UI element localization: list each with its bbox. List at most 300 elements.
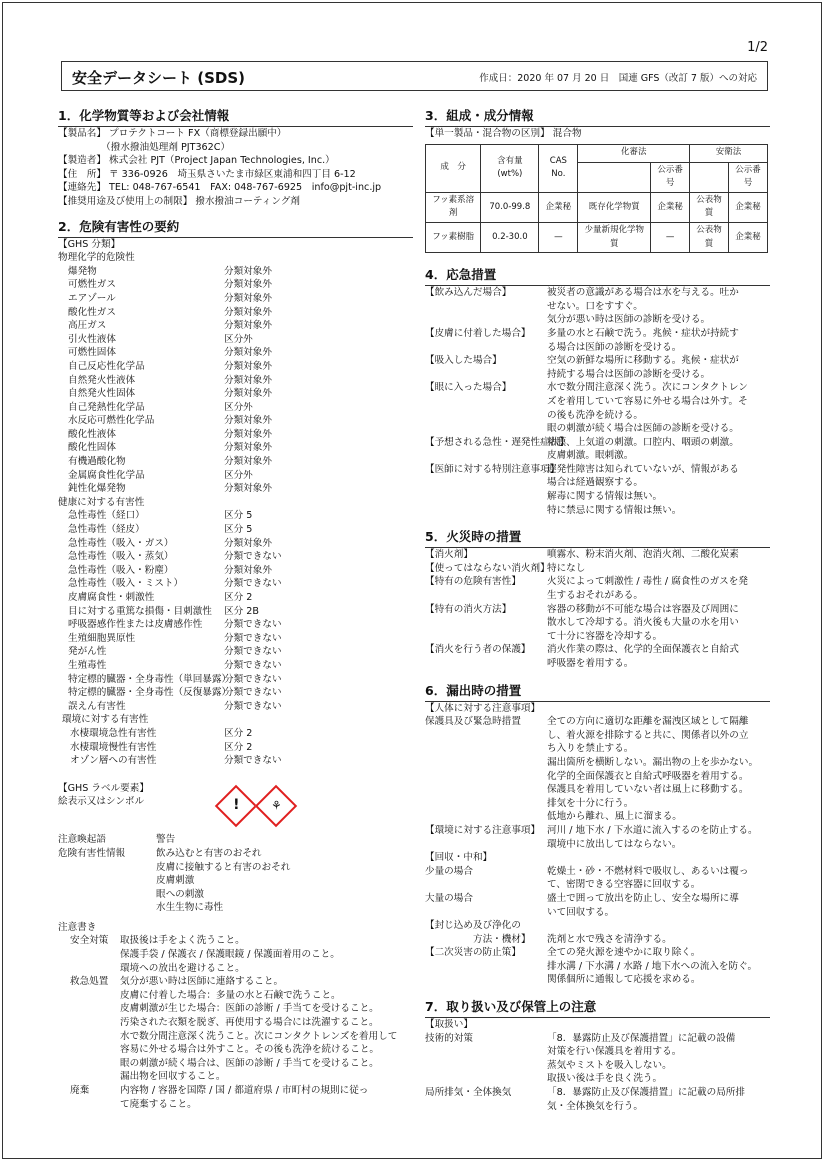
- handling-title: 【取扱い】: [425, 1019, 473, 1031]
- hazard-class-name: 急性毒性（吸入・ガス）: [68, 537, 174, 549]
- first-aid-line: の後も洗浄を続ける。: [547, 409, 643, 421]
- section6-heading: 6．漏出時の措置: [425, 683, 770, 702]
- hazard-class-row: [58, 306, 413, 320]
- hazard-class-name: 高圧ガス: [68, 320, 107, 332]
- firefighting-values: [547, 575, 770, 602]
- handling-line: 蒸気やミストを吸入しない。: [547, 1059, 672, 1071]
- hazard-class-name: 鈍性化爆発物: [68, 483, 126, 495]
- hazard-class-name: 急性毒性（吸入・ミスト）: [68, 578, 184, 590]
- hazard-class-value: 分類できない: [224, 646, 282, 658]
- secondary-key: 【二次災害の防止策】: [425, 947, 521, 959]
- hazard-class-row: [58, 550, 413, 564]
- hazard-class-name: 呼吸器感作性または皮膚感作性: [68, 619, 203, 631]
- release-key: 保護具及び緊急時措置: [425, 716, 521, 728]
- hazard-class-name: 特定標的臓器・全身毒性（反復暴露）: [68, 687, 232, 699]
- precaution-line: 保護手袋 / 保護衣 / 保護眼鏡 / 保護面着用のこと。: [120, 949, 340, 961]
- first-aid-line: 被災者の意識がある場合は水を与える。吐か: [547, 287, 739, 299]
- hazard-class-row: [58, 618, 413, 632]
- precaution-line: て廃棄すること。: [120, 1098, 197, 1110]
- hazard-class-name: 爆発物: [68, 265, 97, 277]
- firefighting-values: [547, 603, 770, 644]
- hazard-class-row: [58, 673, 413, 687]
- release-line: 漏出箇所を横断しない。漏出物の上を歩かない。: [547, 756, 759, 768]
- composition-cell: —: [651, 222, 690, 252]
- hazard-class-name: 金属腐食性化学品: [68, 469, 145, 481]
- hazard-class-value: 分類できない: [224, 578, 282, 590]
- first-aid-line: せない。口をすすぐ。: [547, 300, 643, 312]
- hazard-class-row: [58, 455, 413, 469]
- recovery-line: 盛土で囲って放出を防止し、安全な場所に導: [547, 892, 739, 904]
- hazard-class-value: 分類対象外: [224, 265, 272, 277]
- release-line: 排気を十分に行う。: [547, 797, 634, 809]
- first-aid-key: 【皮膚に付着した場合】: [425, 327, 531, 339]
- composition-table: [425, 144, 768, 254]
- secondary-disaster-list: [425, 946, 770, 987]
- precaution-values: [120, 975, 413, 1084]
- firefighting-row: [425, 603, 770, 644]
- precaution-row: [58, 934, 413, 975]
- composition-cell: 企業秘: [729, 192, 768, 222]
- section5-heading: 5．火災時の措置: [425, 529, 770, 548]
- hazard-class-value: 区分 2: [224, 592, 253, 603]
- hazard-class-value: 分類対象外: [224, 279, 272, 291]
- hazard-class-row: [58, 591, 413, 605]
- hazard-class-value: 分類対象外: [224, 428, 272, 440]
- recovery-line: 乾燥土・砂・不燃材料で吸収し、あるいは覆っ: [547, 865, 749, 877]
- pictogram-row: [58, 795, 413, 833]
- signal-word-row: [58, 833, 413, 847]
- precaution-list: [58, 934, 413, 1111]
- company-info-line: （撥水撥油処理剤 PJT362C）: [58, 141, 231, 153]
- hazard-class-row: [58, 387, 413, 401]
- recovery-key: 少量の場合: [425, 865, 473, 877]
- hazard-class-value: 分類できない: [224, 632, 282, 644]
- containment-value: 洗剤と水で残さを清浄する。: [547, 933, 672, 945]
- recovery-values: [547, 892, 770, 919]
- recovery-values: [547, 865, 770, 892]
- composition-cell: 公表物質: [690, 222, 729, 252]
- release-line: 低地から離れ、風上に溜まる。: [547, 811, 682, 823]
- handling-line: 「8．暴露防止及び保護措置」に記載の局所排: [547, 1087, 745, 1099]
- release-line: 全ての方向に適切な距離を漏洩区域として隔離: [547, 716, 749, 728]
- precaution-row: [58, 975, 413, 1084]
- section3-heading: 3．組成・成分情報: [425, 108, 770, 127]
- hazard-class-name: 水棲環境急性有害性: [70, 727, 157, 739]
- hazard-class-row: [58, 441, 413, 455]
- first-aid-values: [547, 436, 770, 463]
- left-column: [58, 108, 413, 1111]
- first-aid-line: 粘膜、上気道の刺激。口腔内、咽頭の刺激。: [547, 436, 739, 448]
- health-hazard-title: 健康に対する有害性: [58, 496, 145, 508]
- first-aid-values: [547, 327, 770, 354]
- hazard-class-value: 分類できない: [224, 619, 282, 631]
- hazard-class-name: エアゾール: [68, 292, 116, 304]
- first-aid-line: ズを着用していて容易に外せる場合は外す。そ: [547, 395, 748, 407]
- exclamation-mark-icon: !: [215, 785, 257, 827]
- release-row: [425, 824, 770, 851]
- hazard-statement: 皮膚刺激: [156, 875, 195, 887]
- handling-line: 取扱い後は手を良く洗う。: [547, 1073, 663, 1085]
- composition-cell: 公表物質: [690, 192, 729, 222]
- recovery-title: 【回収・中和】: [425, 852, 493, 864]
- hazard-class-row: [58, 577, 413, 591]
- hazard-class-row: [58, 686, 413, 700]
- hazard-class-row: [58, 401, 413, 415]
- hazard-class-value: 区分外: [224, 333, 253, 345]
- recovery-line: いて回収する。: [547, 906, 615, 918]
- composition-cell: 0.2-30.0: [481, 222, 539, 252]
- hazard-class-value: 分類できない: [224, 687, 282, 699]
- hazard-class-value: 分類対象外: [224, 347, 272, 359]
- hazard-class-name: オゾン層への有害性: [70, 755, 157, 767]
- health-hazard-list: [58, 509, 413, 713]
- th-aneiho: 安衛法: [690, 144, 768, 162]
- hazard-class-name: 急性毒性（経口）: [68, 510, 145, 522]
- containment-row: [425, 933, 770, 947]
- env-hazard-list: [58, 727, 413, 768]
- firefighting-values: [547, 562, 770, 576]
- first-aid-values: [547, 463, 770, 517]
- section1-heading: 1．化学物質等および会社情報: [58, 108, 413, 127]
- first-aid-line: 皮膚刺激。眼刺激。: [547, 450, 634, 462]
- hazard-class-row: [58, 346, 413, 360]
- first-aid-values: [547, 286, 770, 327]
- composition-cell: —: [539, 222, 578, 252]
- first-aid-line: 解毒に関する情報は無い。: [547, 491, 663, 503]
- hazard-class-value: 分類対象外: [224, 320, 272, 332]
- first-aid-line: る場合は医師の診断を受ける。: [547, 341, 682, 353]
- recovery-line: て、密閉できる空容器に回収する。: [547, 879, 701, 891]
- signal-word-value: 警告: [156, 834, 176, 846]
- title-box: [61, 61, 768, 91]
- first-aid-line: 遅発性障害は知られていないが、情報がある: [547, 463, 739, 475]
- precaution-line: 容易に外せる場合は外すこと。その後も洗浄を続けること。: [120, 1044, 380, 1056]
- hazard-class-row: [58, 741, 413, 755]
- accidental-release-list: [425, 715, 770, 851]
- company-info-line: 【住 所】 〒 336-0926 埼玉県さいたま市緑区東浦和四丁目 6-12: [58, 168, 356, 180]
- composition-cell: フッ素系溶剤: [426, 192, 481, 222]
- release-values: [547, 824, 770, 851]
- label-elements-title: 【GHS ラベル要素】: [58, 782, 149, 794]
- company-info-line: 【製品名】 プロテクトコート FX（商標登録出願中）: [58, 128, 287, 139]
- hazard-class-name: 生殖毒性: [68, 659, 107, 671]
- release-key: 【環境に対する注意事項】: [425, 824, 541, 836]
- environment-icon: ⚘: [255, 785, 297, 827]
- first-aid-key: 【眼に入った場合】: [425, 382, 512, 394]
- hazard-class-name: 自然発火性液体: [68, 374, 136, 386]
- first-aid-row: [425, 463, 770, 517]
- secondary-line: 全ての発火源を速やかに取り除く。: [547, 947, 701, 959]
- release-line: し、着火源を排除すると共に、関係者以外の立: [547, 729, 749, 741]
- section7-heading: 7．取り扱い及び保管上の注意: [425, 999, 770, 1018]
- firefighting-row: [425, 643, 770, 670]
- handling-row: [425, 1086, 770, 1113]
- firefighting-line: 消火作業の際は、化学的全面保護衣と自給式: [547, 644, 739, 656]
- hazard-class-value: 分類対象外: [224, 564, 272, 576]
- precaution-line: 皮膚刺激が生じた場合：医師の診断 / 手当てを受けること。: [120, 1003, 379, 1015]
- hazard-class-name: 有機過酸化物: [68, 456, 126, 468]
- precaution-line: 取扱後は手をよく洗うこと。: [120, 935, 245, 947]
- page-number: 1/2: [747, 40, 768, 55]
- firefighting-line: 噴霧水、粉末消火剤、泡消火剤、二酸化炭素: [547, 549, 739, 561]
- first-aid-line: 多量の水と石鹸で洗う。兆候・症状が持続す: [547, 327, 739, 339]
- hazard-class-name: 可燃性ガス: [68, 279, 116, 291]
- first-aid-line: 気分が悪い時は医師の診断を受ける。: [547, 314, 711, 326]
- hazard-class-value: 分類できない: [224, 755, 282, 767]
- secondary-line: 関係個所に通報して応援を求める。: [547, 974, 701, 986]
- hazard-class-row: [58, 700, 413, 714]
- firefighting-line: て十分に容器を冷却する。: [547, 630, 663, 642]
- secondary-line: 排水溝 / 下水溝 / 水路 / 地下水への流入を防ぐ。: [547, 960, 758, 972]
- hazard-class-row: [58, 482, 413, 496]
- firefighting-row: [425, 562, 770, 576]
- precaution-line: 眼の刺激が続く場合は、医師の診断 / 手当てを受けること。: [120, 1057, 379, 1069]
- phys-hazard-title: 物理化学的危険性: [58, 252, 135, 264]
- hazard-class-value: 分類できない: [224, 700, 282, 712]
- hazard-class-row: [58, 278, 413, 292]
- firefighting-row: [425, 548, 770, 562]
- section2-heading: 2．危険有害性の要約: [58, 219, 413, 238]
- hazard-class-value: 区分 5: [224, 524, 253, 536]
- handling-key: 局所排気・全体換気: [425, 1087, 512, 1099]
- hazard-class-row: [58, 727, 413, 741]
- first-aid-values: [547, 354, 770, 381]
- section4-heading: 4．応急措置: [425, 267, 770, 286]
- th-content: 含有量 (wt%): [481, 144, 539, 192]
- composition-cell: 既存化学物質: [578, 192, 651, 222]
- hazard-class-value: 分類対象外: [224, 360, 272, 372]
- pictogram-label: 絵表示又はシンボル: [58, 796, 145, 808]
- company-info-line: 【推奨用途及び使用上の制限】 撥水撥油コーティング剤: [58, 195, 300, 207]
- first-aid-key: 【飲み込んだ場合】: [425, 287, 512, 299]
- first-aid-line: 場合は経過観察する。: [547, 477, 643, 489]
- hazard-statement: 水生生物に毒性: [156, 902, 224, 914]
- composition-row: [426, 222, 768, 252]
- release-line: 化学的全面保護衣と自給式呼吸器を着用する。: [547, 770, 749, 782]
- composition-row: [426, 192, 768, 222]
- first-aid-row: [425, 436, 770, 463]
- th-notice-no-1: 公示番号: [651, 162, 690, 192]
- hazard-class-name: 酸化性固体: [68, 442, 116, 454]
- company-info-line: 【製造者】 株式会社 PJT（Project Japan Technologies, Inc.）: [58, 155, 335, 167]
- hazard-class-name: 急性毒性（経皮）: [68, 524, 145, 536]
- secondary-row: [425, 946, 770, 987]
- hazard-class-name: 特定標的臓器・全身毒性（単回暴露）: [68, 673, 232, 685]
- first-aid-line: 水で数分間注意深く洗う。次にコンタクトレン: [547, 382, 748, 394]
- hazard-class-row: [58, 537, 413, 551]
- firefighting-line: 容器の移動が不可能な場合は容器及び周囲に: [547, 603, 739, 615]
- firefighting-key: 【消火剤】: [425, 549, 473, 561]
- composition-cell: 企業秘: [539, 192, 578, 222]
- composition-cell: フッ素樹脂: [426, 222, 481, 252]
- firefighting-line: 生するおそれがある。: [547, 590, 643, 602]
- handling-line: 対策を行い保護具を着用する。: [547, 1046, 682, 1058]
- precaution-row: [58, 1084, 413, 1111]
- th-kashinho: 化審法: [578, 144, 690, 162]
- release-line: ち入りを禁止する。: [547, 743, 634, 755]
- hazard-class-name: 酸化性液体: [68, 428, 116, 440]
- firefighting-line: 火災によって刺激性 / 毒性 / 腐食性のガスを発: [547, 576, 748, 588]
- company-info-line: 【連絡先】 TEL: 048-767-6541 FAX: 048-767-6925 info@pjt-inc.jp: [58, 182, 382, 194]
- hazard-statement-row: [58, 847, 413, 915]
- hazard-class-value: 区分 2: [224, 727, 253, 739]
- document-title: 安全データシート (SDS): [72, 69, 245, 87]
- handling-line: 気・全体換気を行う。: [547, 1100, 643, 1112]
- firefighting-row: [425, 575, 770, 602]
- first-aid-line: 空気の新鮮な場所に移動する。兆候・症状が: [547, 355, 739, 367]
- precaution-key: 救急処置: [70, 976, 109, 988]
- release-values: [547, 715, 770, 824]
- composition-cell: 企業秘: [651, 192, 690, 222]
- hazard-class-name: 皮膚腐食性・刺激性: [68, 592, 155, 603]
- hazard-statement-list: [156, 847, 413, 915]
- precaution-values: [120, 934, 413, 975]
- hazard-statement-key: 危険有害性情報: [58, 847, 126, 859]
- release-row: [425, 715, 770, 824]
- th-component: 成 分: [426, 144, 481, 192]
- hazard-class-value: 区分外: [224, 401, 253, 413]
- signal-word-key: 注意喚起語: [58, 834, 106, 846]
- handling-values: [547, 1086, 770, 1113]
- env-hazard-title: 環境に対する有害性: [62, 714, 149, 726]
- hazard-class-value: 分類できない: [224, 659, 282, 671]
- firefighting-line: 特になし: [547, 562, 586, 574]
- mixture-type: 【単一製品・混合物の区別】 混合物: [425, 128, 582, 139]
- precaution-title: 注意書き: [58, 921, 97, 933]
- firefighting-values: [547, 643, 770, 670]
- hazard-class-row: [58, 605, 413, 619]
- phys-hazard-list: [58, 265, 413, 496]
- hazard-class-row: [58, 360, 413, 374]
- containment-title: 【封じ込め及び浄化の: [425, 920, 521, 932]
- th-cas: CAS No.: [539, 144, 578, 192]
- hazard-class-name: 可燃性固体: [68, 347, 116, 359]
- hazard-class-value: 区分 2: [224, 741, 253, 753]
- hazard-class-row: [58, 414, 413, 428]
- hazard-class-value: 分類対象外: [224, 456, 272, 468]
- hazard-class-name: 誤えん有害性: [68, 700, 126, 712]
- firefighting-key: 【消火を行う者の保護】: [425, 644, 531, 656]
- hazard-class-name: 自己発熱性化学品: [68, 401, 145, 413]
- precaution-line: 汚染された衣類を脱ぎ、再使用する場合には洗濯すること。: [120, 1017, 379, 1029]
- recovery-key: 大量の場合: [425, 892, 473, 904]
- firefighting-key: 【特有の消火方法】: [425, 603, 512, 615]
- right-column: [425, 108, 770, 1113]
- first-aid-values: [547, 381, 770, 435]
- first-aid-row: [425, 286, 770, 327]
- firefighting-values: [547, 548, 770, 562]
- composition-cell: 少量新規化学物質: [578, 222, 651, 252]
- section1-body: [58, 127, 413, 209]
- creation-date: 作成日：2020 年 07 月 20 日 国連 GFS（改訂 7 版）への対応: [479, 73, 757, 84]
- firefighting-line: 散水して冷却する。消火後も大量の水を用い: [547, 617, 739, 629]
- hazard-class-row: [58, 265, 413, 279]
- hazard-class-row: [58, 659, 413, 673]
- hazard-class-row: [58, 428, 413, 442]
- recovery-row: [425, 892, 770, 919]
- hazard-class-row: [58, 469, 413, 483]
- hazard-class-value: 区分外: [224, 469, 253, 481]
- hazard-class-value: 分類対象外: [224, 292, 272, 304]
- hazard-class-row: [58, 564, 413, 578]
- hazard-class-value: 分類できない: [224, 551, 282, 563]
- hazard-class-value: 分類対象外: [224, 374, 272, 386]
- hazard-class-row: [58, 319, 413, 333]
- release-line: 環境中に放出してはならない。: [547, 838, 682, 850]
- handling-line: 「8．暴露防止及び保護措置」に記載の設備: [547, 1032, 736, 1044]
- firefighting-key: 【使ってはならない消火剤】: [425, 562, 550, 574]
- precaution-line: 漏出物を回収すること。: [120, 1071, 226, 1083]
- secondary-values: [547, 946, 770, 987]
- hazard-class-row: [58, 374, 413, 388]
- hazard-class-value: 分類できない: [224, 673, 282, 685]
- handling-row: [425, 1032, 770, 1086]
- hazard-class-value: 区分 5: [224, 510, 253, 522]
- first-aid-row: [425, 354, 770, 381]
- hazard-statement: 飲み込むと有害のおそれ: [156, 847, 262, 859]
- precaution-line: 皮膚に付着した場合：多量の水と石鹸で洗うこと。: [120, 989, 341, 1001]
- hazard-statement: 皮膚に接触すると有害のおそれ: [156, 861, 291, 873]
- personal-precautions-title: 【人体に対する注意事項】: [425, 702, 541, 714]
- th-notice-no-2: 公示番号: [729, 162, 768, 192]
- hazard-class-name: 急性毒性（吸入・粉塵）: [68, 564, 174, 576]
- containment-key: 方法・機材】: [473, 933, 531, 945]
- hazard-class-row: [58, 645, 413, 659]
- hazard-class-name: 水棲環境慢性有害性: [70, 741, 157, 753]
- precaution-line: 水で数分間注意深く洗うこと。次にコンタクトレンズを着用して: [120, 1030, 398, 1042]
- hazard-class-value: 分類対象外: [224, 537, 272, 549]
- first-aid-key: 【予想される急性・遅発性症状】: [425, 436, 569, 448]
- precaution-line: 気分が悪い時は医師に連絡すること。: [120, 976, 284, 988]
- hazard-class-name: 自然発火性固体: [68, 388, 136, 400]
- first-aid-list: [425, 286, 770, 517]
- composition-cell: 70.0-99.8: [481, 192, 539, 222]
- recovery-row: [425, 865, 770, 892]
- composition-cell: 企業秘: [729, 222, 768, 252]
- hazard-class-name: 自己反応性化学品: [68, 360, 145, 372]
- release-line: 河川 / 地下水 / 下水道に流入するのを防止する。: [547, 824, 758, 836]
- precaution-line: 環境への放出を避けること。: [120, 962, 245, 974]
- hazard-class-name: 酸化性ガス: [68, 306, 116, 318]
- firefighting-list: [425, 548, 770, 670]
- hazard-class-value: 区分 2B: [224, 605, 259, 617]
- precaution-key: 廃棄: [70, 1085, 90, 1096]
- hazard-class-name: 水反応可燃性化学品: [68, 415, 155, 427]
- hazard-statement: 眼への刺激: [156, 888, 204, 900]
- first-aid-line: 持続する場合は医師の診断を受ける。: [547, 368, 711, 380]
- first-aid-key: 【吸入した場合】: [425, 355, 502, 367]
- hazard-class-name: 引火性液体: [68, 333, 116, 345]
- hazard-class-value: 分類対象外: [224, 388, 272, 400]
- release-line: 保護具を着用していない者は風上に移動する。: [547, 784, 749, 796]
- hazard-class-row: [58, 632, 413, 646]
- hazard-class-value: 分類対象外: [224, 415, 272, 427]
- hazard-class-row: [58, 333, 413, 347]
- precaution-key: 安全対策: [70, 935, 109, 947]
- hazard-class-row: [58, 523, 413, 537]
- handling-list: [425, 1032, 770, 1114]
- handling-values: [547, 1032, 770, 1086]
- first-aid-row: [425, 327, 770, 354]
- hazard-class-value: 分類対象外: [224, 306, 272, 318]
- hazard-class-row: [58, 292, 413, 306]
- first-aid-key: 【医師に対する特別注意事項】: [425, 463, 560, 475]
- hazard-class-row: [58, 509, 413, 523]
- hazard-class-name: 生殖細胞異原性: [68, 632, 136, 644]
- hazard-class-row: [58, 754, 413, 768]
- hazard-class-value: 分類対象外: [224, 442, 272, 454]
- hazard-class-name: 急性毒性（吸入・蒸気）: [68, 551, 174, 563]
